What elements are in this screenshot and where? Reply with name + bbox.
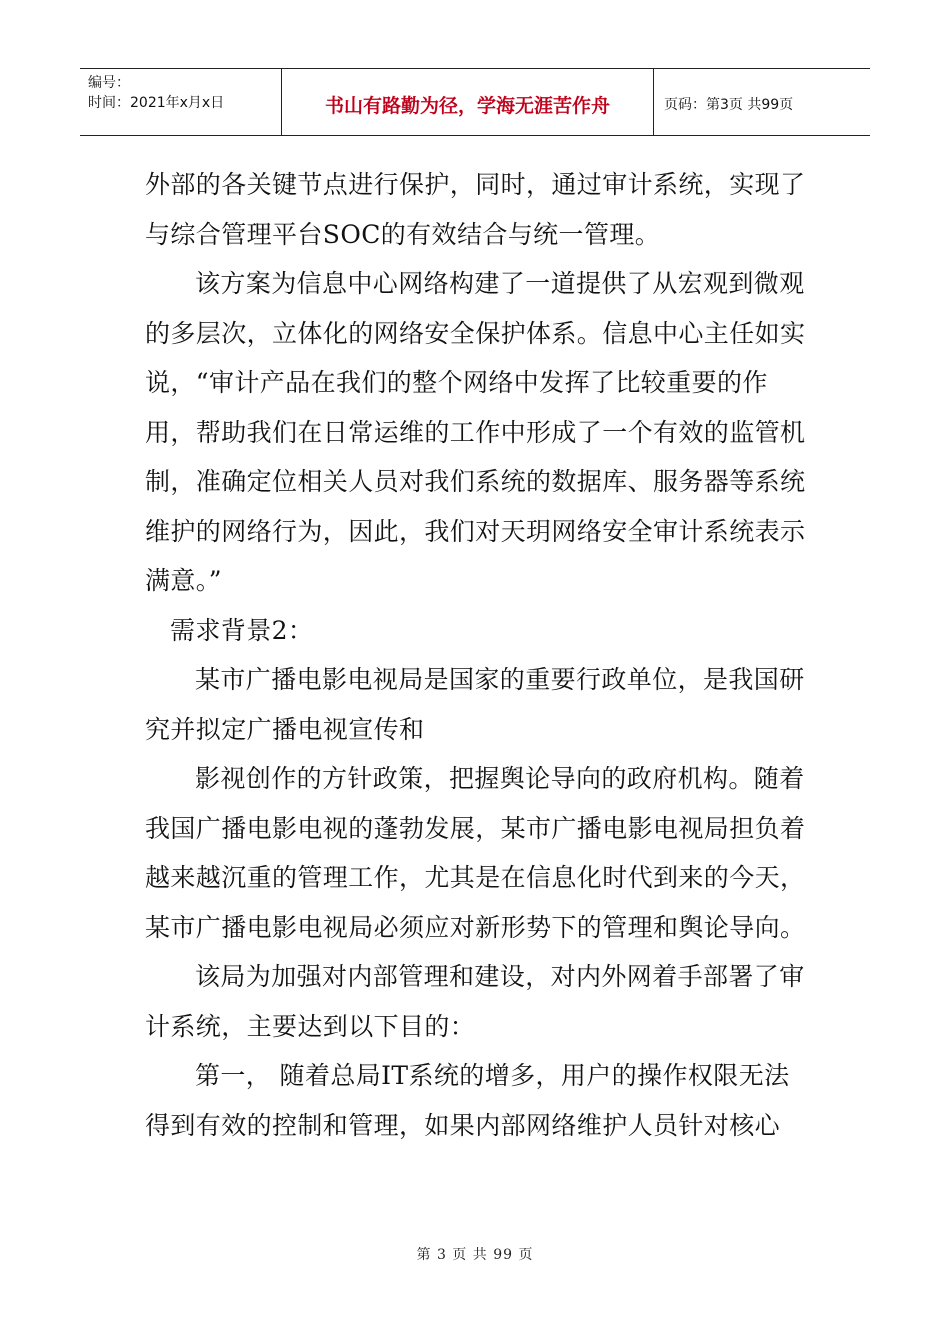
header-page-info: 页码：第3页 共99页 xyxy=(664,97,794,113)
header-meta xyxy=(80,69,282,135)
document-time-label: 时间：2021年x月x日 xyxy=(88,95,225,111)
paragraph: 该局为加强对内部管理和建设，对内外网着手部署了审计系统，主要达到以下目的： xyxy=(145,962,805,1041)
page-footer: 第 3 页 共 99 页 xyxy=(416,1247,534,1263)
paragraph: 该方案为信息中心网络构建了一道提供了从宏观到微观的多层次，立体化的网络安全保护体系。信息中心主任如实说，“审计产品在我们的整个网络中发挥了比较重要的作用，帮助我们在日常运维的工作中形成了一个有效的监管机制，准确定位相关人员对我们系统的数据库、服务器等系统维护的网络行为，因此，我们对天玥网络安全审计系统表示满意。” xyxy=(145,269,806,595)
paragraph: 影视创作的方针政策，把握舆论导向的政府机构。随着我国广播电影电视的蓬勃发展，某市广播电影电视局担负着越来越沉重的管理工作，尤其是在信息化时代到来的今天，某市广播电影电视局必须应对新形势下的管理和舆论导向。 xyxy=(145,764,806,942)
document-body xyxy=(145,160,807,1150)
header-motto: 书山有路勤为径，学海无涯苦作舟 xyxy=(282,69,654,135)
document-header xyxy=(80,68,870,136)
document-number-label: 编号： xyxy=(88,75,130,91)
paragraph: 外部的各关键节点进行保护，同时，通过审计系统，实现了与综合管理平台SOC的有效结合与统一管理。 xyxy=(145,170,806,249)
paragraph: 某市广播电影电视局是国家的重要行政单位，是我国研究并拟定广播电视宣传和 xyxy=(145,665,805,744)
paragraph: 第一， 随着总局IT系统的增多，用户的操作权限无法得到有效的控制和管理，如果内部网络维护人员针对核心 xyxy=(145,1061,790,1140)
section-heading: 需求背景2： xyxy=(170,615,314,645)
